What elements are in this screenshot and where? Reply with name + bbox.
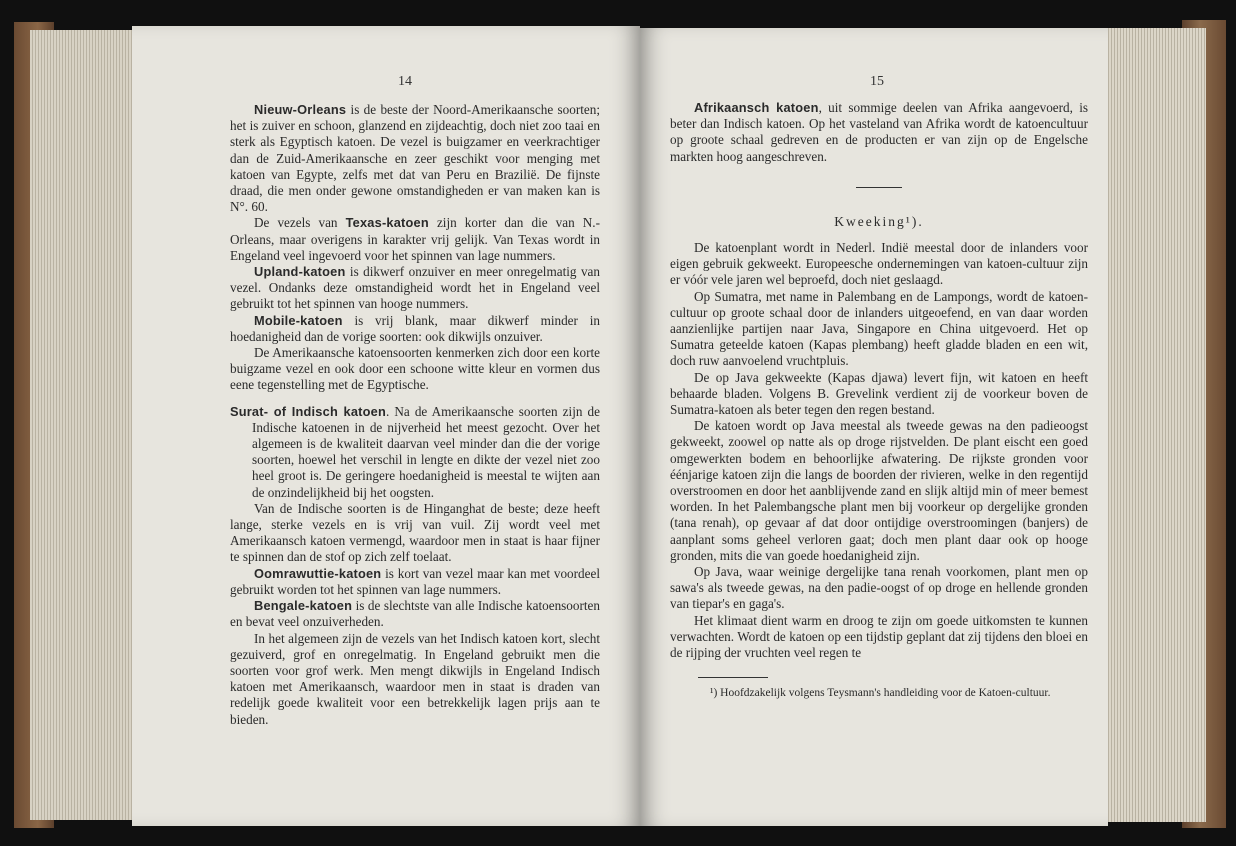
right-page-text (670, 100, 1088, 700)
left-page-edges (30, 30, 145, 820)
left-page-text (230, 102, 600, 728)
paragraph-text: In het algemeen zijn de vezels van het Indisch katoen kort, slecht gezuiverd, grof en onregelmatig. In Engeland gebruikt men die soorten voor grof werk. Men mengt dikwijls in Engeland Indisch katoen met Amerikaansch, waardoor men in staat is draden van redelijk goede kwaliteit voor een betrekkelijk lagen prijs aan te bieden. (230, 630, 600, 727)
footnote: ¹) Hoofdzakelijk volgens Teysmann's handleiding voor de Katoen-cultuur. (710, 687, 1051, 700)
paragraph-text: is kort van vezel maar kan met voordeel gebruikt worden tot het spinnen van lage nummers. (230, 565, 600, 597)
paragraph-text: Op Java, waar weinige dergelijke tana renah voorkomen, plant men op sawa's als tweede gewas, na den padie-oogst of op droge en hellende gronden van tiepar's en gaga's. (670, 564, 1088, 612)
paragraph (670, 289, 1088, 370)
paragraph (230, 345, 600, 394)
paragraph (230, 404, 600, 501)
paragraph (230, 501, 600, 566)
paragraph-text: Het klimaat dient warm en droog te zijn om goede uitkomsten te kunnen verwachten. Wordt de katoen op een tijdstip geplant dat zij tijdens den bloei en de rijping der vruchten veel regen te (670, 612, 1088, 661)
paragraph (230, 215, 600, 264)
paragraph (230, 598, 600, 630)
paragraph-text: . Na de Amerikaansche soorten zijn de Indische katoenen in de nijverheid het meest gezocht. Over het algemeen is de kwaliteit daarvan veel minder dan die der vorige soorten, hoewel het verschil in lengte en dikte der vezel niet zoo heel groot is. De geringere hoedanigheid is meestal te wijten aan de onzindelijkheid bij het oogsten. (252, 403, 601, 500)
term: Upland-katoen (254, 264, 346, 280)
right-page-edges (1096, 28, 1206, 822)
paragraph-text: De op Java gekweekte (Kapas djawa) levert fijn, wit katoen en heeft behaarde bladen. Volgens B. Grevelink verdient zij de voorkeur boven de Sumatra-katoen als beter tegen den regen bestand. (670, 369, 1088, 418)
paragraph-text: De katoenplant wordt in Nederl. Indië meestal door de inlanders voor eigen gebruik gekweekt. Europeesche ondernemingen van katoen-cultuur zijn er vóór vele jaren wel beproefd, doch niet geslaagd. (670, 240, 1088, 288)
paragraph-text: Van de Indische soorten is de Hinganghat de beste; deze heeft lange, sterke vezels en is vrij van vuil. Zij wordt veel met Amerikaansch katoen vermengd, waardoor men in staat is haar fijner te spinnen dan de stof op zich zelf toelaat. (230, 500, 600, 565)
paragraph-text: is vrij blank, maar dikwerf minder in hoedanigheid dan de vorige soorten: ook dikwijls onzuiver. (230, 312, 600, 344)
paragraph-text: , uit sommige deelen van Afrika aangevoerd, is beter dan Indisch katoen. Op het vasteland van Afrika wordt de katoencultuur op groote schaal gedreven en de producten er van zijn op de Engelsche markten hoog aangeschreven. (670, 100, 1088, 164)
paragraph (230, 631, 600, 728)
paragraph-text: is de beste der Noord-Amerikaansche soorten; het is zuiver en schoon, glanzend en zijdeachtig, doch niet zoo taai en sterk als Egyptisch katoen. De vezel is buigzamer en veerkrachtiger dan de Zuid-Amerikaansche en zeer geschikt voor menging met katoen van Egypte, zelfs met dat van Peru en Brazilië. De fijnste draad, die men onder gewone omstandigheden er van maken kan is N°. 60. (230, 102, 600, 215)
left-page (132, 26, 640, 826)
paragraph (670, 370, 1088, 419)
term: Surat- of Indisch katoen (230, 403, 386, 419)
paragraph (230, 102, 600, 215)
paragraph-text: De Amerikaansche katoensoorten kenmerken zich door een korte buigzame vezel en ook door een schoone witte kleur en vormen dus eene tegenstelling met de Egyptische. (230, 345, 600, 393)
page-number: 15 (870, 74, 884, 89)
paragraph (230, 566, 600, 598)
paragraph-text: is dikwerf onzuiver en meer onregelmatig van vezel. Ondanks deze omstandigheid wordt het in Engeland veel gebruikt tot het spinnen van hooge nummers. (230, 264, 600, 312)
term: Afrikaansch katoen (694, 100, 819, 115)
page-number: 14 (398, 74, 412, 89)
footnote-rule (698, 677, 768, 678)
right-page (640, 28, 1108, 826)
separator-rule (856, 187, 902, 188)
paragraph (230, 313, 600, 345)
paragraph (670, 240, 1088, 289)
paragraph-text: zijn korter dan die van N.-Orleans, maar overigens in karakter vrij gelijk. Van Texas wordt in Engeland veel ingevoerd voor het spinnen van lage nummers. (230, 215, 600, 263)
section-heading: Kweeking¹). (834, 213, 924, 229)
paragraph-text: De vezels van (254, 215, 346, 231)
term: Oomrawuttie-katoen (254, 565, 382, 581)
paragraph-text: De katoen wordt op Java meestal als tweede gewas na den padieoogst gekweekt, zoowel op natte als op droge rijstvelden. De plant eischt een goed omgewerkten bodem en behoorlijke afwatering. De rijkste gronden voor éénjarige katoen zijn die langs de boorden der rivieren, welke in den regentijd overstroomen en door het aanblijvende zand en slijk altijd min of meer bemest worden. In het Palembangsche plant men bij voorkeur op dergelijke gronden (tana renah), op gevaar af dat door ontijdige overstroomingen (banjers) de aanplant soms geheel verloren gaat; doch men plant daar ook op hooge gronden, mits die van goede hoedanigheid zijn. (670, 418, 1088, 563)
paragraph (670, 613, 1088, 662)
paragraph (670, 100, 1088, 165)
term: Texas-katoen (345, 215, 429, 231)
term: Mobile-katoen (254, 312, 343, 328)
term: Nieuw-Orleans (254, 102, 347, 117)
term: Bengale-katoen (254, 598, 353, 614)
paragraph-text: is de slechtste van alle Indische katoensoorten en bevat veel onzuiverheden. (230, 598, 600, 630)
paragraph (670, 564, 1088, 613)
paragraph-text: Op Sumatra, met name in Palembang en de Lampongs, wordt de katoen-cultuur op groote schaal door de inlanders uitgeoefend, en van daar worden aanzienlijke partijen naar Java, Singapore en China uitgevoerd. Het op Sumatra geteelde katoen (Kapas plembang) heeft gladde bladen en een wit, doch ruw aanvoelend vruchtpluis. (670, 288, 1088, 369)
paragraph (670, 418, 1088, 564)
paragraph (230, 264, 600, 313)
